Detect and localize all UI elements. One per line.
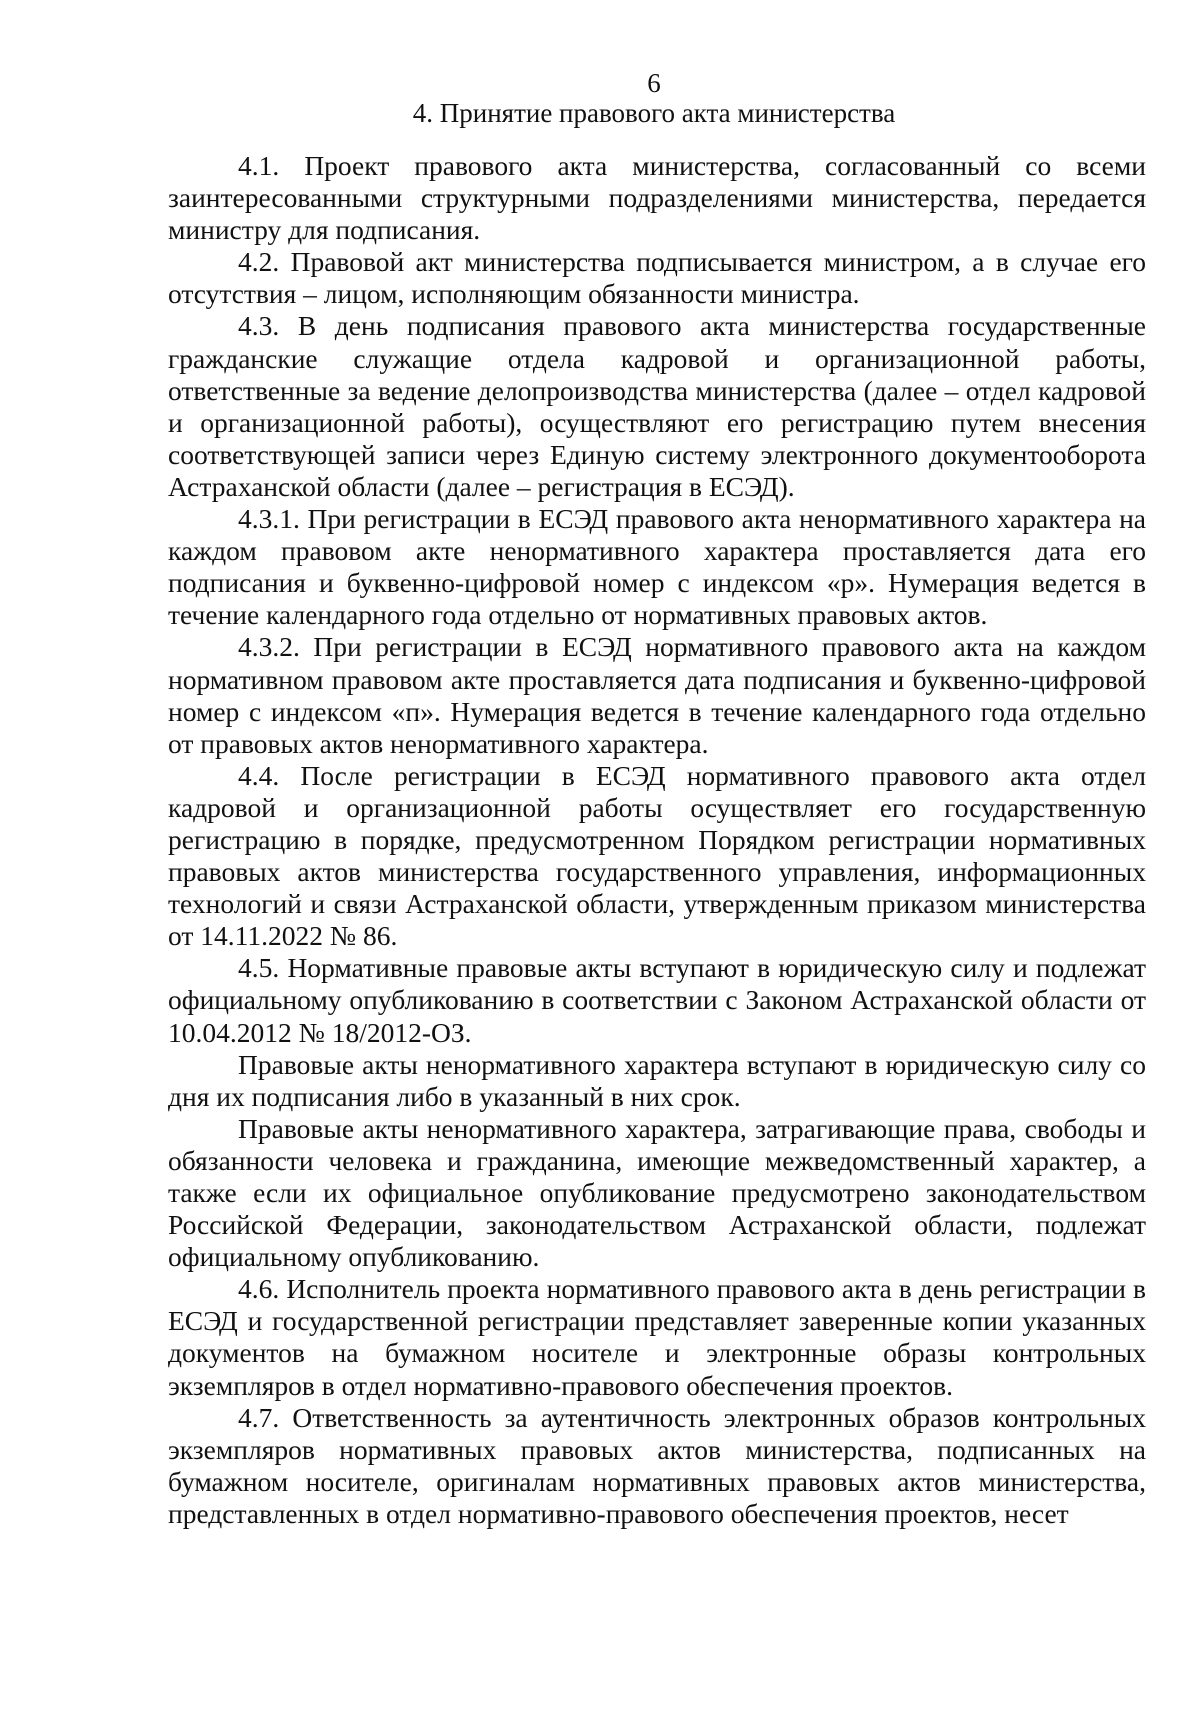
paragraph-4-5-non-normative: Правовые акты ненормативного характера вступают в юридическую силу со дня их подписания либо в указанный в них срок. bbox=[168, 1048, 1146, 1112]
paragraph-4-3: 4.3. В день подписания правового акта министерства государственные гражданские служащие отдела кадровой и организационной работы, ответственные за ведение делопроизводства министерства (далее – отдел кадровой и организационной работы), осуществляют его регистрацию путем внесения соответствующей записи через Единую систему электронного документооборота Астраханской области (далее – регистрация в ЕСЭД). bbox=[168, 310, 1146, 502]
paragraph-4-6: 4.6. Исполнитель проекта нормативного правового акта в день регистрации в ЕСЭД и государственной регистрации представляет заверенные копии указанных документов на бумажном носителе и электронные образы контрольных экземпляров в отдел нормативно-правового обеспечения проектов. bbox=[168, 1273, 1146, 1401]
page-number: 6 bbox=[647, 68, 661, 98]
section-title: 4. Принятие правового акта министерства bbox=[412, 98, 896, 128]
paragraph-4-7: 4.7. Ответственность за аутентичность электронных образов контрольных экземпляров нормативных правовых актов министерства, подписанных на бумажном носителе, оригиналам нормативных правовых актов министерства, представленных в отдел нормативно-правового обеспечения проектов, несет bbox=[168, 1401, 1146, 1529]
paragraph-4-4: 4.4. После регистрации в ЕСЭД нормативного правового акта отдел кадровой и организационной работы осуществляет его государственную регистрацию в порядке, предусмотренном Порядком регистрации нормативных правовых актов министерства государственного управления, информационных технологий и связи Астраханской области, утвержденным приказом министерства от 14.11.2022 № 86. bbox=[168, 759, 1146, 952]
paragraph-4-3-1: 4.3.1. При регистрации в ЕСЭД правового акта ненормативного характера на каждом правовом акте ненормативного характера проставляется дата его подписания и буквенно-цифровой номер с индексом «р». Нумерация ведется в течение календарного года отдельно от нормативных правовых актов. bbox=[168, 503, 1146, 631]
paragraph-4-5-publication: Правовые акты ненормативного характера, затрагивающие права, свободы и обязанности человека и гражданина, имеющие межведомственный характер, а также если их официальное опубликование предусмотрено законодательством Российской Федерации, законодательством Астраханской области, подлежат официальному опубликованию. bbox=[168, 1112, 1146, 1273]
paragraph-4-3-2: 4.3.2. При регистрации в ЕСЭД нормативного правового акта на каждом нормативном правовом акте проставляется дата подписания и буквенно-цифровой номер с индексом «п». Нумерация ведется в течение календарного года отдельно от правовых актов ненормативного характера. bbox=[168, 631, 1146, 759]
paragraph-4-2: 4.2. Правовой акт министерства подписывается министром, а в случае его отсутствия – лицом, исполняющим обязанности министра. bbox=[168, 246, 1146, 310]
document-body bbox=[168, 150, 1146, 1530]
paragraph-4-1: 4.1. Проект правового акта министерства, согласованный со всеми заинтересованными структурными подразделениями министерства, передается министру для подписания. bbox=[168, 150, 1146, 246]
paragraph-4-5: 4.5. Нормативные правовые акты вступают в юридическую силу и подлежат официальному опубликованию в соответствии с Законом Астраханской области от 10.04.2012 № 18/2012-ОЗ. bbox=[168, 952, 1146, 1048]
